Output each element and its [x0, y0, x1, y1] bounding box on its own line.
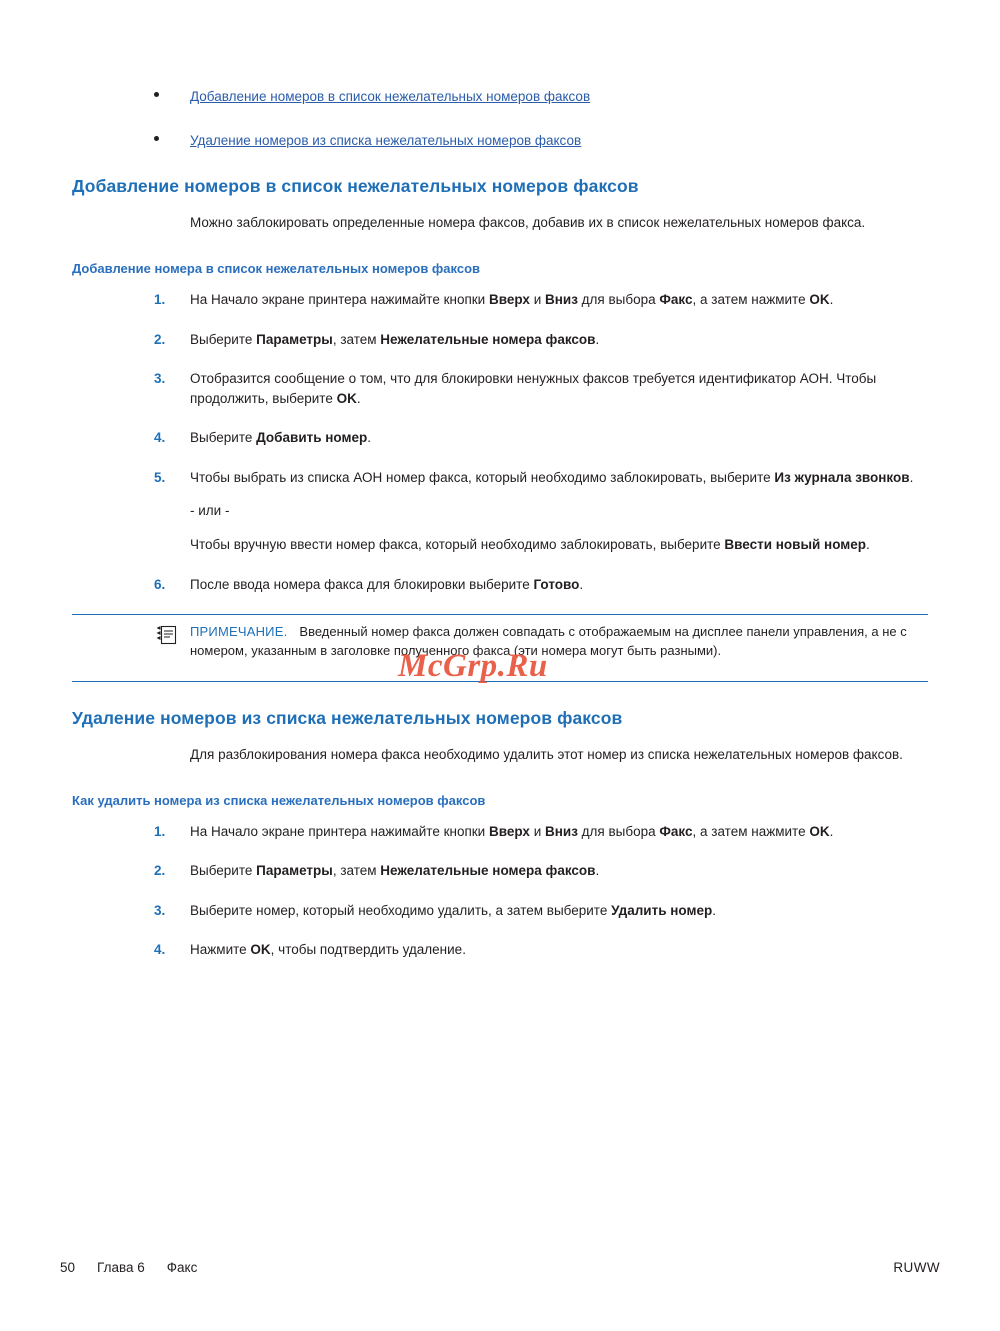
step-number: 3.: [154, 902, 166, 918]
footer-page-number: 50: [60, 1260, 76, 1275]
section-intro-remove: Для разблокирования номера факса необходимо удалить этот номер из списка нежелательных номеров факсов.: [190, 747, 903, 763]
step-subparagraph: [190, 535, 928, 555]
emphasis-text: Нежелательные номера факсов: [380, 331, 596, 347]
step-text: Выберите: [190, 863, 257, 879]
note-box: [72, 614, 928, 682]
bullet-icon: [154, 136, 159, 141]
emphasis-text: OK: [336, 390, 357, 406]
step-text: Нажмите: [190, 942, 251, 958]
step-item: [72, 428, 928, 448]
step-text: Выберите: [190, 430, 257, 446]
page-content: [72, 88, 928, 980]
step-text: , чтобы подтвердить удаление.: [270, 942, 466, 958]
emphasis-text: OK: [250, 942, 271, 958]
step-body: [190, 332, 599, 347]
emphasis-text: Параметры: [256, 331, 333, 347]
step-number: 1.: [154, 292, 166, 307]
step-item: [72, 822, 928, 842]
footer-chapter-title: Факс: [166, 1260, 198, 1275]
step-text: , затем: [332, 863, 381, 879]
step-text: На Начало экране принтера нажимайте кнопки: [190, 823, 489, 839]
list-item: [72, 88, 928, 106]
step-item: [72, 940, 928, 960]
step-body: [190, 470, 913, 485]
step-text: Отобразится сообщение о том, что для блокировки ненужных факсов требуется идентификатор АОН. Чтобы продолжить, выберите: [190, 371, 877, 406]
step-body: [190, 942, 466, 957]
xref-link-remove-junk-numbers[interactable]: Удаление номеров из списка нежелательных номеров факсов: [190, 133, 582, 149]
emphasis-text: OK: [809, 823, 830, 839]
step-number: 2.: [154, 331, 166, 347]
step-number: 3.: [154, 371, 166, 387]
emphasis-text: Ввести новый номер: [724, 536, 867, 552]
step-text: После ввода номера факса для блокировки выберите: [190, 576, 534, 592]
watermark: McGrp.Ru: [398, 648, 548, 684]
step-body: [190, 292, 833, 307]
step-item: [72, 575, 928, 595]
subsection-heading-add: Добавление номера в список нежелательных номеров факсов: [72, 261, 481, 276]
step-number: 6.: [154, 576, 166, 592]
step-text: , затем: [332, 331, 381, 347]
step-body: [190, 863, 599, 878]
emphasis-text: Параметры: [256, 863, 333, 879]
step-text: .: [866, 536, 870, 552]
step-text: .: [595, 863, 600, 879]
step-text: Выберите номер, который необходимо удалить, а затем выберите: [190, 902, 612, 918]
step-number: 4.: [154, 430, 166, 446]
step-text: для выбора: [577, 292, 660, 307]
bullet-icon: [154, 92, 159, 97]
emphasis-text: Удалить номер: [611, 902, 713, 918]
note-label: ПРИМЕЧАНИЕ.: [190, 624, 288, 640]
emphasis-text: Факс: [659, 292, 693, 307]
emphasis-text: Добавить номер: [256, 430, 368, 446]
emphasis-text: Из журнала звонков: [774, 469, 910, 485]
step-subparagraph: [190, 501, 928, 521]
step-text: , а затем нажмите: [692, 292, 810, 307]
step-text: .: [595, 331, 600, 347]
section-heading-add: Добавление номеров в список нежелательных номеров факсов: [72, 176, 639, 197]
step-text: Чтобы выбрать из списка АОН номер факса, который необходимо заблокировать, выберите: [190, 469, 775, 485]
section-heading-remove: Удаление номеров из списка нежелательных номеров факсов: [72, 708, 623, 729]
step-text: для выбора: [577, 823, 660, 839]
step-item: [72, 861, 928, 881]
note-text-wrap: [72, 623, 928, 661]
page-footer: [60, 1260, 940, 1275]
note-text: Введенный номер факса должен совпадать с отображаемым на дисплее панели управления, а не с номером, указанным в заголовке полученного факса (эти номера могут быть разными).: [190, 624, 907, 658]
step-text: , а затем нажмите: [692, 823, 810, 839]
step-text: и: [529, 823, 545, 839]
step-text: .: [356, 390, 361, 406]
step-item: [72, 901, 928, 921]
emphasis-text: Нежелательные номера факсов: [380, 863, 596, 879]
emphasis-text: Вверх: [488, 292, 530, 307]
step-text: На Начало экране принтера нажимайте кнопки: [190, 292, 489, 307]
steps-list-add: [72, 290, 928, 594]
emphasis-text: Готово: [533, 576, 580, 592]
step-text: и: [529, 292, 545, 307]
footer-chapter: Глава 6: [97, 1260, 145, 1275]
step-item: [72, 330, 928, 350]
list-item: [72, 132, 928, 150]
xref-link-add-junk-numbers[interactable]: Добавление номеров в список нежелательных номеров факсов: [190, 89, 591, 104]
step-body: [190, 371, 876, 406]
footer-right-label: RUWW: [893, 1260, 940, 1275]
emphasis-text: Факс: [659, 823, 693, 839]
emphasis-text: Вниз: [545, 823, 578, 839]
emphasis-text: OK: [809, 292, 830, 307]
step-item: [72, 290, 928, 310]
step-text: .: [712, 902, 716, 918]
step-number: 1.: [154, 823, 166, 839]
step-body: [190, 577, 583, 592]
step-text: - или -: [190, 503, 230, 519]
step-number: 2.: [154, 863, 166, 879]
emphasis-text: Вниз: [545, 292, 578, 307]
subsection-heading-remove: Как удалить номера из списка нежелательных номеров факсов: [72, 792, 486, 808]
step-number: 4.: [154, 942, 166, 958]
step-text: .: [367, 430, 372, 446]
step-body: [190, 430, 371, 445]
step-text: .: [909, 469, 914, 485]
xref-link-list: [72, 88, 928, 150]
step-number: 5.: [154, 469, 166, 485]
step-text: .: [829, 823, 834, 839]
step-body: [190, 824, 833, 839]
step-text: Выберите: [190, 331, 257, 347]
step-text: Чтобы вручную ввести номер факса, который необходимо заблокировать, выберите: [190, 536, 725, 552]
step-item: [72, 468, 928, 555]
step-item: [72, 369, 928, 408]
emphasis-text: Вверх: [488, 823, 530, 839]
section-intro-add: Можно заблокировать определенные номера факсов, добавив их в список нежелательных номеров факса.: [190, 215, 866, 231]
step-text: .: [829, 292, 834, 307]
step-body: [190, 903, 716, 918]
note-icon: [156, 625, 178, 645]
step-text: .: [579, 576, 584, 592]
steps-list-remove: [72, 822, 928, 960]
